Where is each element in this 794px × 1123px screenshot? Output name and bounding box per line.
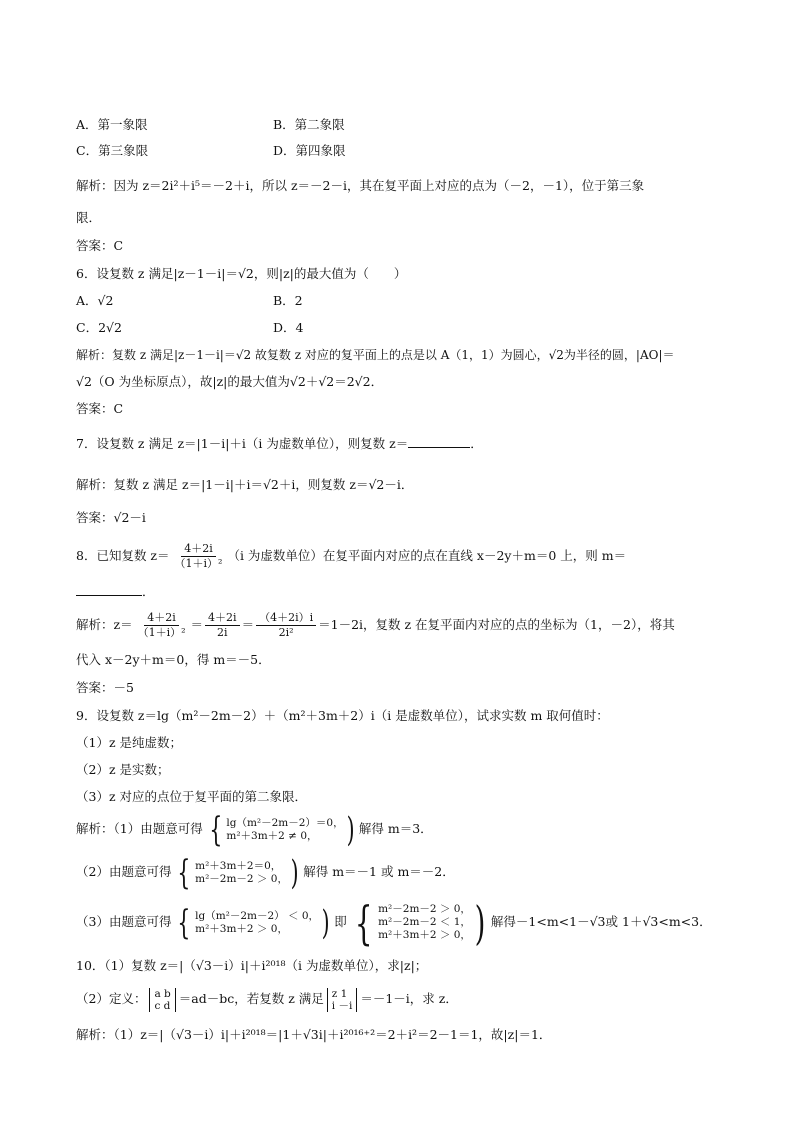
left-brace-icon: { [209,809,223,850]
q5-analysis-line2: 限． [76,210,102,225]
q6-option-b: B．2 [273,293,303,308]
q8-f1-num: 4＋2i [144,611,179,626]
q7-stem-text: 7．设复数 z 满足 z＝|1－i|＋i（i 为虚数单位），则复数 z＝ [76,436,409,451]
q6-option-d: D．4 [273,320,304,335]
q5-answer: 答案：C [76,238,124,253]
q9-s3-q1: m²－2m－2 ＞ 0， [378,903,471,915]
q9-s3-pre: （3）由题意可得 [76,914,172,929]
q9-s3-row1: lg（m²－2m－2） ＜ 0， [195,909,320,922]
q8-f3-den: 2i² [278,626,294,639]
q8-answer-blank [76,585,142,596]
q8-fraction-3 [256,611,316,640]
q7-answer: 答案：√2－i [76,510,146,525]
q8-answer: 答案：－5 [76,680,134,695]
q10-p2-mid: ＝ad－bc，若复数 z 满足 [178,991,324,1006]
q8-f1-den: （1＋i）² [137,626,186,639]
q9-part1: （1）z 是纯虚数； [76,735,183,750]
q10-p2-pre: （2）定义： [76,991,147,1006]
q9-s3-q2: m²－2m－2 ＜ 1， [378,916,471,928]
q9-s3-system2 [349,895,489,950]
left-brace-icon: { [177,902,191,943]
right-brace-icon: ) [474,895,486,950]
q10-analysis: 解析：（1）z＝|（√3－i）i|＋i²⁰¹⁸＝|1＋√3i|＋i²⁰¹⁶⁺²＝2＋i²＝2－1＝1，故|z|＝1． [76,1027,552,1042]
q9-solution3 [76,895,712,950]
q9-s1-system [205,809,357,850]
q10-p2-post: ＝－1－i，求 z． [360,991,458,1006]
option-b: B．第二象限 [273,117,345,132]
q6-answer: 答案：C [76,401,124,416]
q6-analysis-line2: √2（O 为坐标原点），故|z|的最大值为√2＋√2＝2√2． [76,374,384,389]
q9-s3-post: 解得－1<m<1－√3或 1＋√3<m<3． [490,914,712,929]
option-a: A．第一象限 [76,117,148,132]
det2-row1: z 1 [331,987,348,1000]
q8-stem [76,538,626,574]
q9-part2: （2）z 是实数； [76,762,170,777]
q8-fraction-1 [135,611,189,640]
q9-solution2 [76,852,455,893]
q9-s1-row2: m²＋3m＋2 ≠ 0， [226,829,318,842]
q7-answer-blank [408,437,470,448]
q10-determinant-def [149,988,175,1012]
q8-f2-den: 2i [217,626,228,639]
q8-stem-frac-den: （1＋i）² [174,557,223,570]
q9-s3-row2: m²＋3m＋2 ＞ 0， [195,922,288,935]
q8-analysis-line2: 代入 x－2y＋m＝0，得 m＝－5． [76,652,271,667]
q8-analysis-line1: 解析：z＝ $\frac{4+2i}{\text{（1＋i）²}}$ ＝ $\frac{4+2i}{2i}$ ＝ $\frac{(4+2i)i}{\text{2i²}}$ ＝1－2i，复数 z 在复平面内对应的点的坐标为（1，－2），将其 [76,611,675,639]
det2-row2: i －i [331,999,353,1012]
right-brace-icon: ) [290,852,299,893]
q9-s2-row1: m²＋3m＋2＝0， [195,859,282,872]
q10-part2 [76,985,458,1013]
q8-analysis-pre: 解析：z＝ [76,617,133,632]
q9-s1-post: 解得 m＝3． [358,821,433,836]
q6-stem: 6．设复数 z 满足|z－1－i|＝√2，则|z|的最大值为（ ） [76,266,407,281]
option-d: D．第四象限 [273,143,346,158]
q8-f2-num: 4＋2i [205,611,240,626]
q9-stem: 9．设复数 z＝lg（m²－2m－2）＋（m²＋3m＋2）i（i 是虚数单位），试求实数 m 取何值时： [76,708,609,723]
q9-s2-post: 解得 m＝－1 或 m＝－2． [303,864,455,879]
q8-stem-fraction [172,542,226,571]
left-brace-icon: { [354,895,373,950]
left-brace-icon: { [177,852,191,893]
q9-s2-system [173,852,301,893]
q8-stem-post: （i 为虚数单位）在复平面内对应的点在直线 x－2y＋m＝0 上，则 m＝ [227,548,627,563]
q9-solution1 [76,809,433,850]
q8-stem-frac-num: 4＋2i [181,542,216,557]
q9-s1-row1: lg（m²－2m－2）＝0， [226,816,344,829]
right-brace-icon: ) [321,902,330,943]
q8-analysis-post: ＝1－2i，复数 z 在复平面内对应的点的坐标为（1，－2），将其 [318,617,675,632]
q8-stem-blank-line: ． [76,584,155,600]
q5-analysis-line1: 解析：因为 z＝2i²＋i⁵＝－2＋i，所以 z＝－2－i，其在复平面上对应的点为（－2，－1），位于第三象 [76,178,645,193]
det1-row1: a b [154,987,171,1000]
q9-s3-q3: m²＋3m＋2 ＞ 0， [378,929,471,941]
q9-part3: （3）z 对应的点位于复平面的第二象限． [76,789,308,804]
q9-s1-pre: 解析：（1）由题意可得 [76,821,203,836]
q10-part1: 10．（1）复数 z＝|（√3－i）i|＋i²⁰¹⁸（i 为虚数单位），求|z|； [76,958,428,973]
q8-fraction-2 [205,611,240,640]
option-c: C．第三象限 [76,143,149,158]
q6-analysis-line1: 解析：复数 z 满足|z－1－i|＝√2 故复数 z 对应的复平面上的点是以 A（1，1）为圆心，√2为半径的圆，|AO|＝ [76,348,675,362]
q10-determinant-z [327,988,358,1012]
q9-s3-system1 [173,902,332,943]
q7-stem: 7．设复数 z 满足 z＝|1－i|＋i（i 为虚数单位），则复数 z＝ ． [76,436,483,451]
q6-option-c: C．2√2 [76,320,122,335]
right-brace-icon: ) [346,809,355,850]
q8-f3-num: （4＋2i）i [256,611,316,626]
q9-s2-row2: m²－2m－2 ＞ 0， [195,872,288,885]
q6-option-a: A．√2 [76,293,114,308]
q9-s2-pre: （2）由题意可得 [76,864,172,879]
det1-row2: c d [154,999,171,1012]
q7-analysis: 解析：复数 z 满足 z＝|1－i|＋i＝√2＋i，则复数 z＝√2－i． [76,477,414,492]
q9-s3-mid: 即 [334,914,347,929]
q8-stem-pre: 8．已知复数 z＝ [76,548,170,563]
